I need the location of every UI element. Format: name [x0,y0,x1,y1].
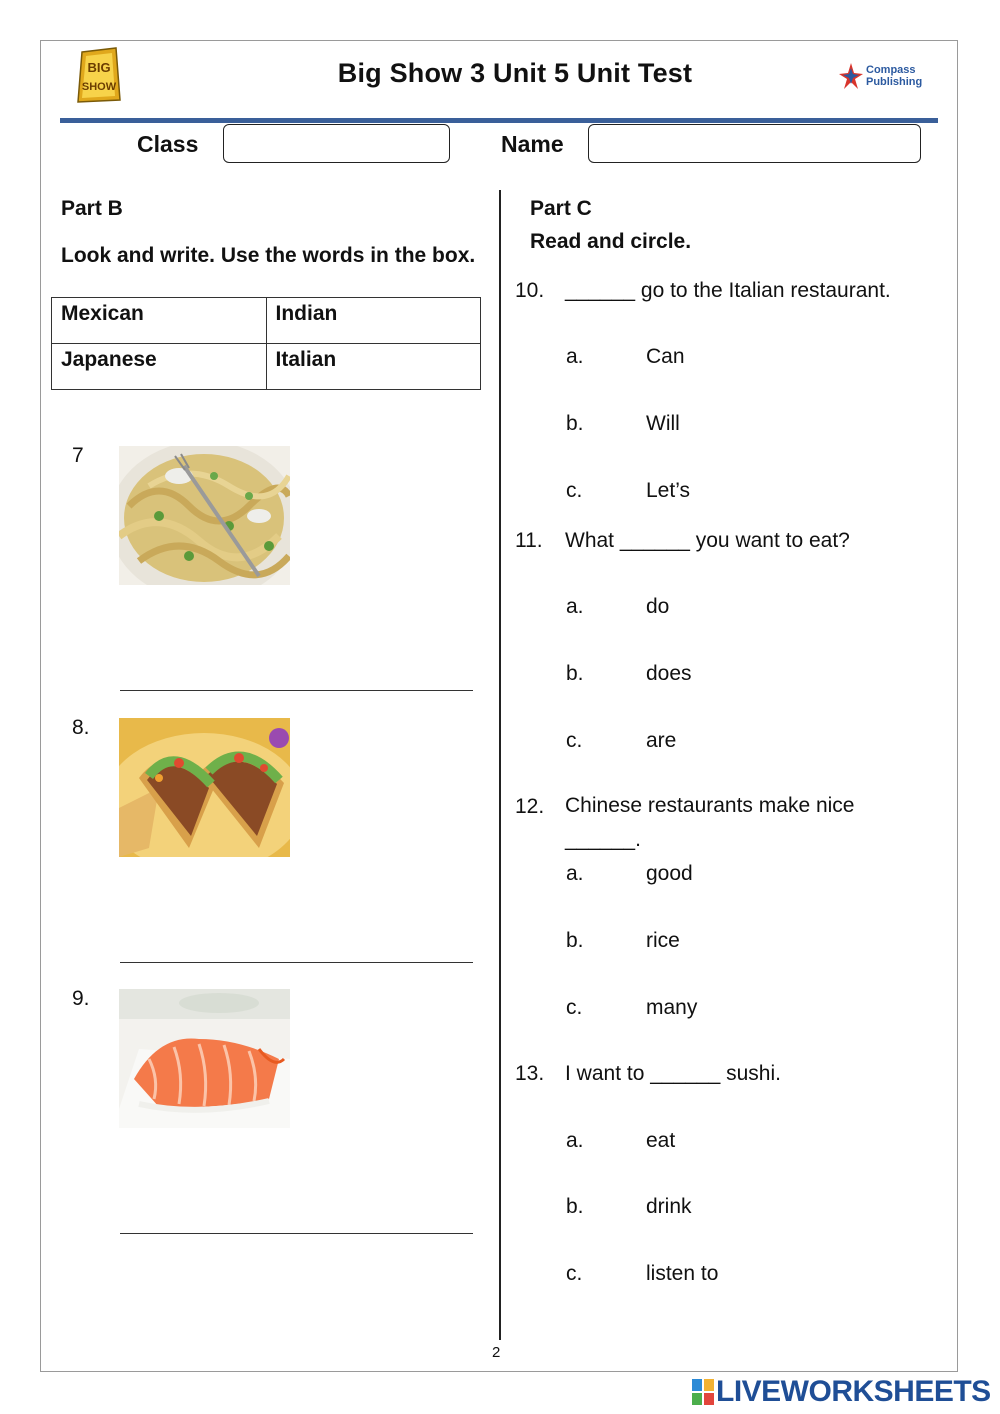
class-label: Class [137,131,199,157]
option-letter: c. [566,1262,583,1285]
option-text: Let’s [646,479,690,502]
big-show-logo [72,44,126,106]
word-box-cell: Japanese [52,344,267,390]
answer-line[interactable] [120,690,473,691]
compass-publishing-logo [838,62,928,92]
option-text: do [646,595,670,618]
word-box-row [52,298,481,344]
svg-text:SHOW: SHOW [81,81,117,93]
word-box-cell: Italian [266,344,481,390]
option-text: listen to [646,1262,719,1285]
option-text: many [646,996,698,1019]
question-text: ______ go to the Italian restaurant. [565,279,891,302]
question-number: 11. [515,529,543,552]
liveworksheets-logo [692,1373,992,1409]
option-text: Will [646,412,680,435]
option-letter: b. [566,412,584,435]
word-box-cell: Mexican [52,298,267,344]
option-letter: a. [566,345,584,368]
salmon-sashimi-photo [119,989,290,1128]
question-text: What ______ you want to eat? [565,529,850,552]
option-letter: c. [566,729,583,752]
option-letter: b. [566,1195,584,1218]
header-divider [60,118,938,123]
word-box [51,297,481,390]
option-text: eat [646,1129,676,1152]
option-letter: c. [566,479,583,502]
page-title: Big Show 3 Unit 5 Unit Test [337,58,693,88]
option-letter: c. [566,996,583,1019]
word-box-row [52,344,481,390]
question-text: I want to ______ sushi. [565,1062,781,1085]
page-number: 2 [492,1344,501,1361]
svg-text:BIG: BIG [87,60,111,75]
option-text: good [646,862,693,885]
part-b-heading: Part B [61,197,123,220]
option-text: does [646,662,692,685]
word-box-cell: Indian [266,298,481,344]
option-text: are [646,729,677,752]
column-divider [499,190,501,1340]
answer-line[interactable] [120,1233,473,1234]
option-text: Can [646,345,685,368]
option-letter: b. [566,662,584,685]
question-number: 12. [515,795,545,818]
part-b-instruction: Look and write. Use the words in the box. [61,244,476,267]
pasta-photo [119,446,290,585]
option-text: drink [646,1195,692,1218]
question-number: 13. [515,1062,545,1085]
item-number: 9. [72,987,90,1010]
answer-line[interactable] [120,962,473,963]
class-input[interactable] [223,124,450,163]
name-input[interactable] [588,124,921,163]
option-letter: a. [566,1129,584,1152]
option-letter: a. [566,595,584,618]
liveworksheets-icon [692,1379,714,1407]
option-letter: a. [566,862,584,885]
option-text: rice [646,929,680,952]
part-c-instruction: Read and circle. [530,230,692,253]
option-letter: b. [566,929,584,952]
name-label: Name [501,131,564,157]
tacos-photo [119,718,290,857]
item-number: 7 [72,444,84,467]
compass-logo-text: Compass Publishing [866,64,923,88]
question-number: 10. [515,279,545,302]
compass-star-icon [838,62,864,90]
part-c-heading: Part C [530,197,592,220]
item-number: 8. [72,716,90,739]
question-text: Chinese restaurants make nice ______. [565,794,855,851]
liveworksheets-watermark: LIVEWORKSHEETS [716,1375,991,1408]
